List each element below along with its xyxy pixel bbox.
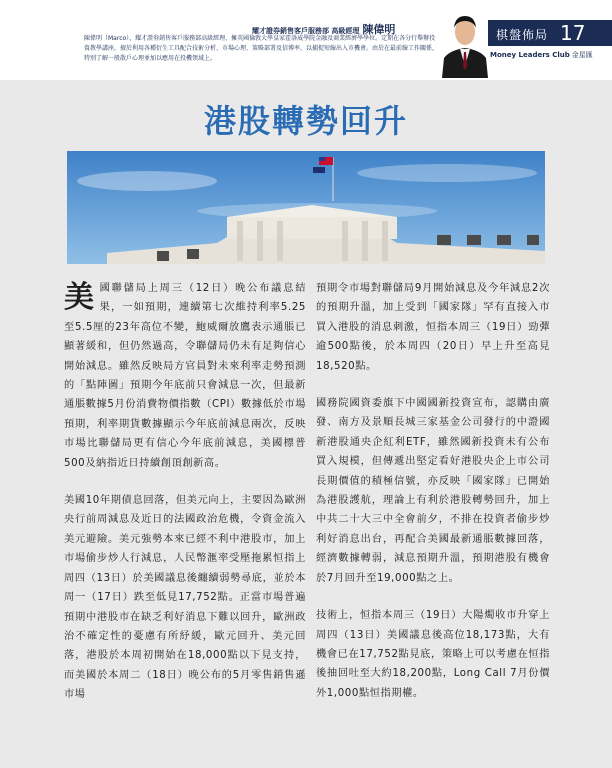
federal-reserve-building-photo [67, 151, 545, 264]
article-column-left [64, 279, 306, 723]
club-name [490, 50, 593, 60]
page-number: 17 [560, 21, 586, 45]
article-paragraph-5: 技術上，恒指本周三（19日）大陽燭收市升穿上周四（13日）美國議息後高位18,173點，大有機會已在17,752點見底，策略上可以考慮在恒指後抽回吐至大約18,200點，Long Call 7月份價外1,000點恒指期權。 [316, 610, 550, 699]
article-paragraph-2: 美國10年期債息回落，但美元向上，主要因為歐洲央行前周減息及近日的法國政治危機，令資金流入美元避險。美元強勢本來已經不利中港股市，加上市場偷步炒人行減息，人民幣滙率受壓拖累恒指上周四（13日）於美國議息後纏續弱勢尋底，並於本周一（17日）跌至低見17,752點。正當市場普遍預期中港股市在缺乏利好消息下難以回升，歐洲政治不確定性的憂慮有所紓緩，歐元回升、美元回落，港股於本周初開始在18,000點以下見支持，而美國於本周二（18日）晚公布的5月零售銷售遜市場 [64, 495, 306, 701]
club-name-cn: 金星匯 [571, 51, 593, 59]
column-name: 棋盤佈局 [496, 28, 549, 42]
article-paragraph-4: 國務院國資委旗下中國國新投資宣布，認購由廣發、南方及景順長城三家基金公司發行的中證國新港股通央企紅利ETF，雖然國新投資未有公布買入規模，但傳遞出堅定看好港股央企上市公司長期價值的積極信號，亦反映「國家隊」已開始為港股護航，理論上有利於港股轉勢回升，加上中共二十大三中全會前夕，不排在投資者偷步炒利好消息出台，再配合美國最新通脹數據回落，經濟數據轉弱，減息預期升溫，預期港股有機會於7月回升至19,000點之上。 [316, 398, 550, 584]
author-position: 耀才證券銷售客戶服務部 高級經理 [252, 27, 360, 35]
article-column-right [316, 279, 550, 721]
paragraph-text: 國聯儲局上周三（12日）晚公布議息結果，一如預期，連續第七次維持利率5.25至5.5厘的23年高位不變，鮑威爾放鷹表示通脹已顯著緩和，但仍然過高，令聯儲局仍未有足夠信心開始減息。雖然反映局方官員對未來利率走勢預測的「點陣圖」預期今年底前只會減息一次，但最新通脹數據5月份消費物價指數（CPI）數據低於市場預期，利率期貨數據顯示今年底前減息兩次，反映市場比聯儲局更有信心今年底前減息，美國標普500及納指近日持續創頂創新高。 [64, 283, 306, 469]
article-paragraph-1 [64, 279, 306, 473]
club-name-en: Money Leaders Club [490, 51, 570, 59]
author-photo [440, 8, 490, 78]
page-header [0, 0, 612, 80]
article-paragraph-3: 預期令市場對聯儲局9月開始減息及今年減息2次的預期升溫，加上受到「國家隊」罕有直接入市買入港股的消息刺激，恒指本周三（19日）勁彈逾500點後，於本周四（20日）早上升至高見18,520點。 [316, 283, 550, 372]
author-name: 陳偉明 [362, 23, 396, 36]
drop-cap: 美 [64, 280, 95, 315]
article-title: 港股轉勢回升 [203, 102, 408, 140]
author-bio: 陳偉明（Marco），耀才證券銷售客戶服務部高級經理，擁英國倫敦大學皇家霍洛威學院金融及商業經濟學學位。定期在各分行舉辦投資教學講座，擅於利用各種衍生工具配合技術分析、市場心理、策略部署及信博率，以捕捉短線出入市機會。由於在最前線工作關係，特別了解一般散戶心理並加以應用在投機領域上。 [84, 35, 439, 62]
